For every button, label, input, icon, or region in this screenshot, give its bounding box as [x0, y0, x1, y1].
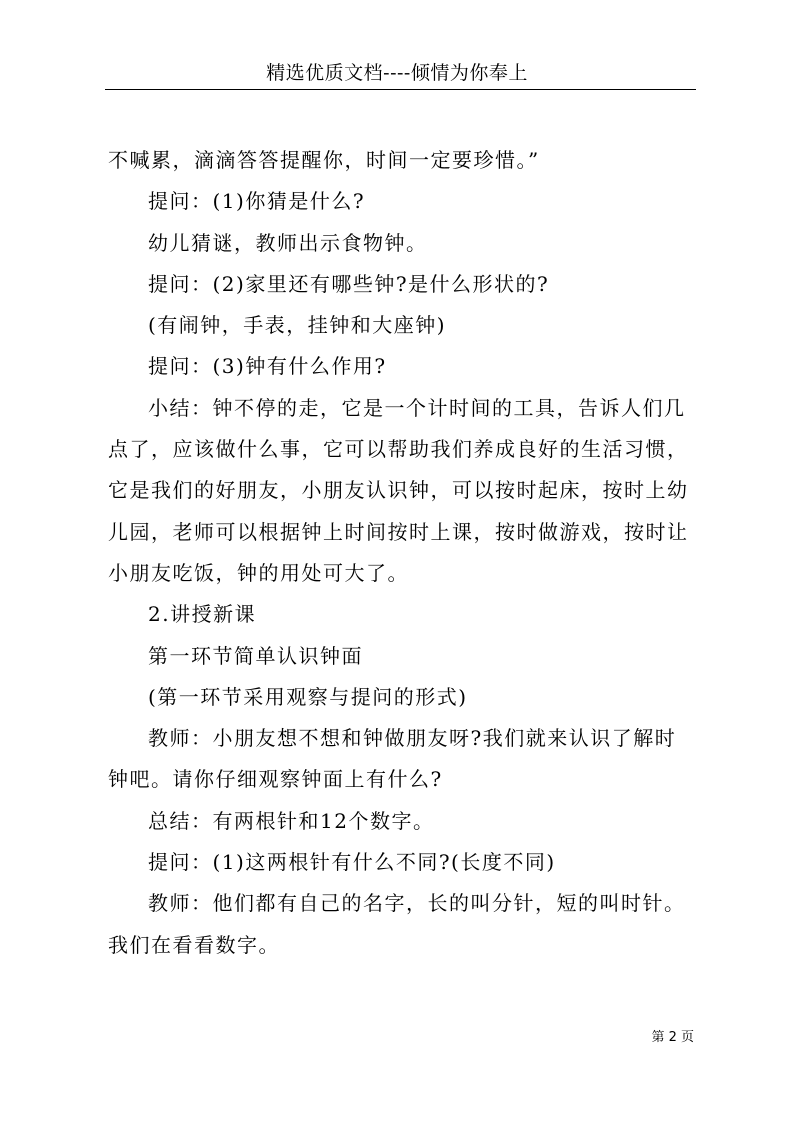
subsection-heading: 第一环节简单认识钟面 — [148, 643, 363, 668]
paragraph: 提问：(2)家里还有哪些钟?是什么形状的? — [148, 271, 550, 296]
paragraph: 提问：(1)你猜是什么? — [148, 189, 366, 214]
paragraph: 提问：(3)钟有什么作用? — [148, 354, 387, 379]
paragraph-continuation: 不喊累，滴滴答答提醒你，时间一定要珍惜。” — [108, 148, 540, 172]
header-divider — [105, 89, 696, 90]
paragraph: 提问：(1)这两根针有什么不同?(长度不同) — [148, 850, 556, 875]
paragraph: 总结：有两根针和12个数字。 — [148, 808, 435, 833]
paragraph: 幼儿猜谜，教师出示食物钟。 — [148, 230, 428, 255]
paragraph: (有闹钟，手表，挂钟和大座钟) — [148, 313, 447, 338]
section-heading: 2.讲授新课 — [148, 602, 257, 627]
paragraph: 教师：他们都有自己的名字，长的叫分针，短的叫时针。我们在看看数字。 — [108, 891, 686, 957]
paragraph: 小结：钟不停的走，它是一个计时间的工具，告诉人们几点了，应该做什么事，它可以帮助我们养成良好的生活习惯，它是我们的好朋友，小朋友认识钟，可以按时起床，按时上幼儿园，老师可以根据钟上时间按时上课，按时做游戏，按时让小朋友吃饭，钟的用处可大了。 — [108, 395, 689, 585]
document-body — [108, 140, 694, 966]
paragraph: 教师：小朋友想不想和钟做朋友呀?我们就来认识了解时钟吧。请你仔细观察钟面上有什么? — [108, 726, 677, 792]
page-number: 第 2 页 — [651, 1030, 694, 1045]
page-header-title: 精选优质文档----倾情为你奉上 — [266, 62, 528, 84]
paragraph: (第一环节采用观察与提问的形式) — [148, 684, 468, 709]
